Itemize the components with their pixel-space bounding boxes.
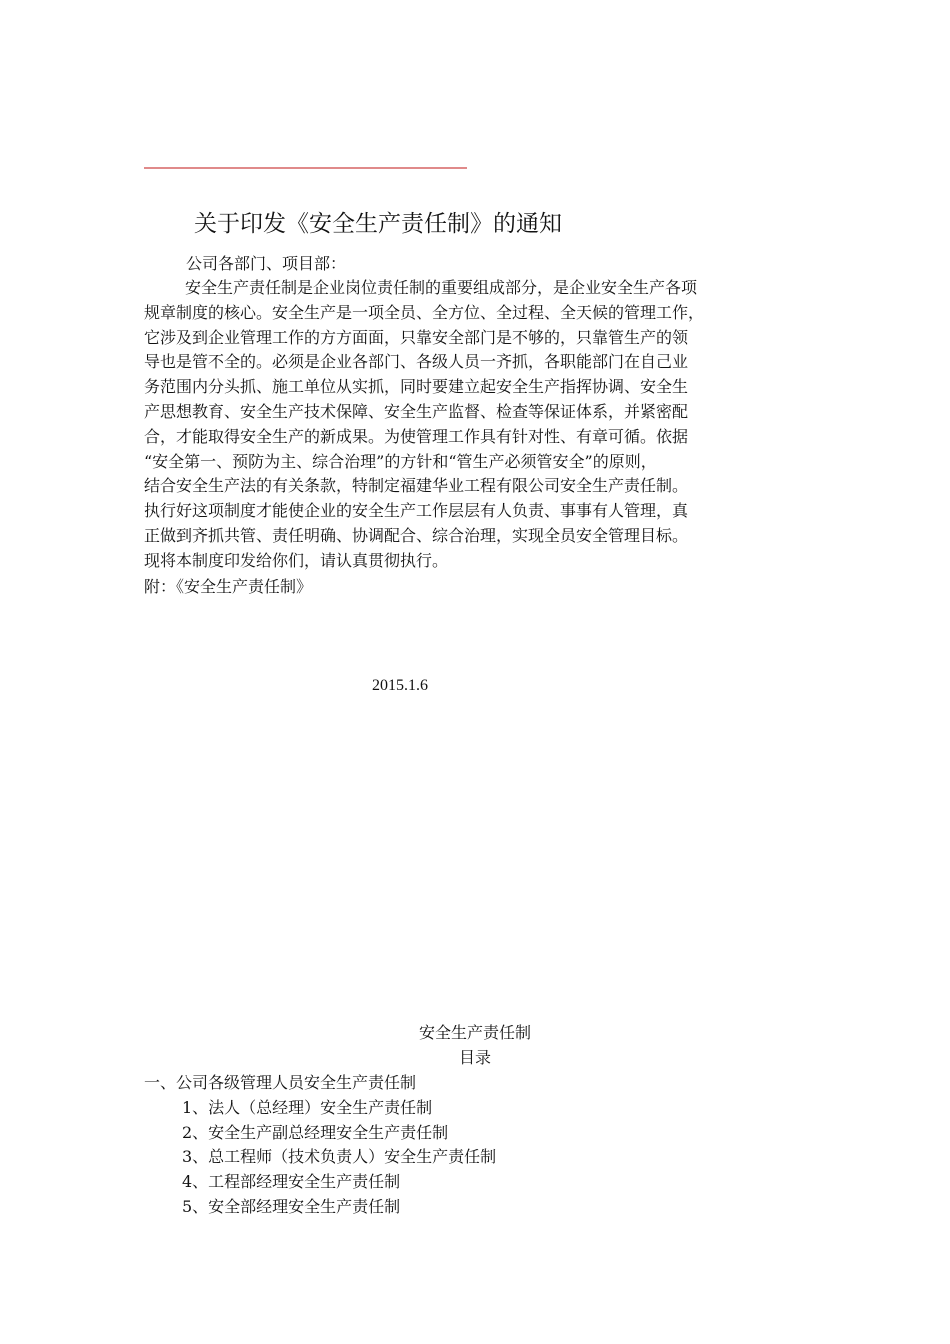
notice-body: [144, 276, 806, 574]
toc-item: 2、安全生产副总经理安全生产责任制: [182, 1122, 449, 1142]
salutation: 公司各部门、项目部：: [186, 254, 347, 273]
body-line: 正做到齐抓共管、责任明确、协调配合、综合治理，实现全员安全管理目标。: [144, 525, 689, 545]
attachment-note: 附：《安全生产责任制》: [144, 577, 313, 596]
body-line: 它涉及到企业管理工作的方方面面，只靠安全部门是不够的，只靠管生产的领: [144, 327, 689, 347]
body-line: 合，才能取得安全生产的新成果。为使管理工作具有针对性、有章可循。依据: [144, 426, 689, 446]
table-of-contents: [144, 1071, 496, 1220]
body-line: 务范围内分头抓、施工单位从实抓，同时要建立起安全生产指挥协调、安全生: [144, 377, 689, 397]
body-line: 安全生产责任制是企业岗位责任制的重要组成部分，是企业安全生产各项: [185, 278, 698, 297]
toc-item: 4、工程部经理安全生产责任制: [182, 1172, 401, 1192]
notice-date: 2015.1.6: [372, 677, 428, 694]
toc-item: 1、法人（总经理）安全生产责任制: [182, 1097, 433, 1117]
toc-item: 5、安全部经理安全生产责任制: [182, 1196, 401, 1216]
document-title: 安全生产责任制: [418, 1023, 531, 1042]
toc-section: 一、公司各级管理人员安全生产责任制: [144, 1073, 417, 1092]
header-rule: [144, 167, 467, 169]
toc-heading: 目录: [458, 1048, 491, 1067]
body-line: 规章制度的核心。安全生产是一项全员、全方位、全过程、全天候的管理工作，: [144, 302, 705, 322]
body-line: “安全第一、预防为主、综合治理”的方针和“管生产必须管安全”的原则，: [144, 451, 657, 471]
body-line: 执行好这项制度才能使企业的安全生产工作层层有人负责、事事有人管理，真: [144, 501, 689, 521]
toc-item: 3、总工程师（技术负责人）安全生产责任制: [182, 1147, 497, 1167]
body-line: 结合安全生产法的有关条款，特制定福建华业工程有限公司安全生产责任制。: [144, 476, 689, 496]
body-line: 导也是管不全的。必须是企业各部门、各级人员一齐抓，各职能部门在自己业: [144, 352, 689, 372]
body-line: 产思想教育、安全生产技术保障、安全生产监督、检查等保证体系，并紧密配: [144, 401, 689, 421]
body-line: 现将本制度印发给你们，请认真贯彻执行。: [144, 550, 449, 570]
notice-title: 关于印发《安全生产责任制》的通知: [194, 211, 562, 237]
